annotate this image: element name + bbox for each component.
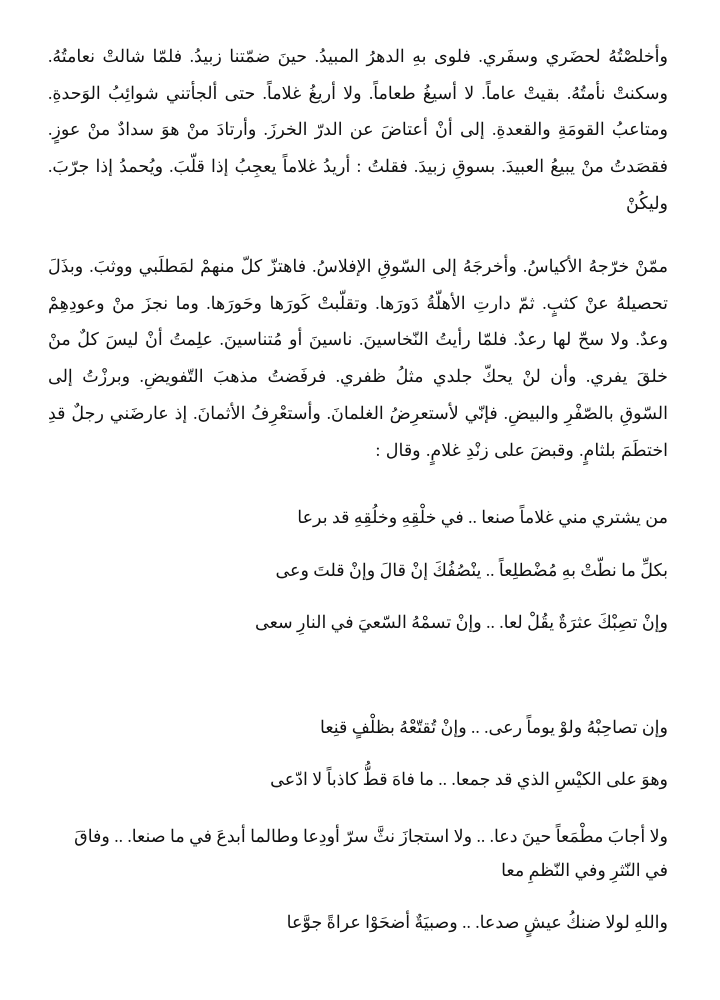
paragraph-1: وأخلصْتُهُ لحضَري وسفَري. فلوى بهِ الدهرُ المبيدُ. حينَ ضمّتنا زبيدُ. فلمّا شالتْ نعامتُهُ. وسكنتْ نأمتُهُ. بقيتْ عاماً. لا أسيغُ طعاماً. ولا أريغُ غلاماً. حتى ألجأتني شوائِبُ الوَحدةِ. ومتاعبُ القومَةِ والقعدةِ. إلى أنْ أعتاضَ عن الدرّ الخرزَ. وأرتادَ منْ هوَ سدادٌ منْ عوزٍ. فقصَدتُ منْ يبيعُ العبيدَ. بسوقِ زبيدَ. فقلتُ : أريدُ غلاماً يعجِبُ إذا قلّبَ. ويُحمدُ إذا جرّبَ. وليكُنْ [48, 46, 668, 213]
paragraph-2: ممّنْ خرّجهُ الأكياسُ. وأخرجَهُ إلى السّوقِ الإفلاسُ. فاهتزّ كلّ منهمْ لمَطلَبي ووثبَ. وبذَلَ تحصيلهُ عنْ كثبٍ. ثمّ دارتِ الأهلّةُ دَورَها. وتقلّبتْ كَورَها وحَورَها. وما نجزَ منْ وعودِهِمْ وعدٌ. ولا سحّ لها رعدٌ. فلمّا رأيتُ النّخاسينَ. ناسينَ أو مُتناسينَ. علِمتُ أنْ ليسَ كلٌ منْ خلقَ يفري. وأن لنْ يحكّ جلدي مثلُ ظفري. فرفَضتُ مذهبَ التّفويضِ. وبرزْتُ إلى السّوقِ بالصّفْرِ والبيضِ. فإنّي لأستعرِضُ الغلمانَ. وأستعْرِفُ الأثمانَ. إذ عارضَني رجلٌ قدِ اختطَمَ بلثامٍ. وقبضَ على زنْدِ غلامٍ. وقال : [48, 256, 668, 460]
verse-line-7: واللهِ لولا ضنكُ عيشٍ صدعا. .. وصبيَةٌ أضحَوْا عراةً جوَّعا [286, 912, 668, 932]
verse-line-1: من يشتري مني غلاماً صنعا .. في خلْقِهِ وخلُقِهِ قد برعا [297, 507, 668, 527]
verse-line-4: وإن تصاحِبْهُ ولوْ يوماً رعى. .. وإنْ تُقتّعْهُ بظلْفٍ قنِعا [320, 717, 668, 737]
verse-line-3: وإنْ تصِبْكَ عثرَةٌ يقُلْ لعا. .. وإنْ تسمْهُ السّعيَ في النارِ سعى [254, 612, 668, 632]
verse-line-5: وهوَ على الكيْسِ الذي قد جمعا. .. ما فاهَ قطُّ كاذباً لا ادّعى [270, 769, 668, 789]
verse-line-2: بكلِّ ما نطّتْ بهِ مُضْطلِعاً .. ينْصُفُكَ إنْ قالَ وإنْ قلتَ وعى [275, 560, 668, 580]
verse-line-6: ولا أجابَ مطْمَعاً حينَ دعا. .. ولا استجازَ نثَّ سرّ أودِعا وطالما أبدعَ في ما صنعا. .. وفاقَ في النّثرِ وفي النّظمِ معا [74, 826, 668, 880]
